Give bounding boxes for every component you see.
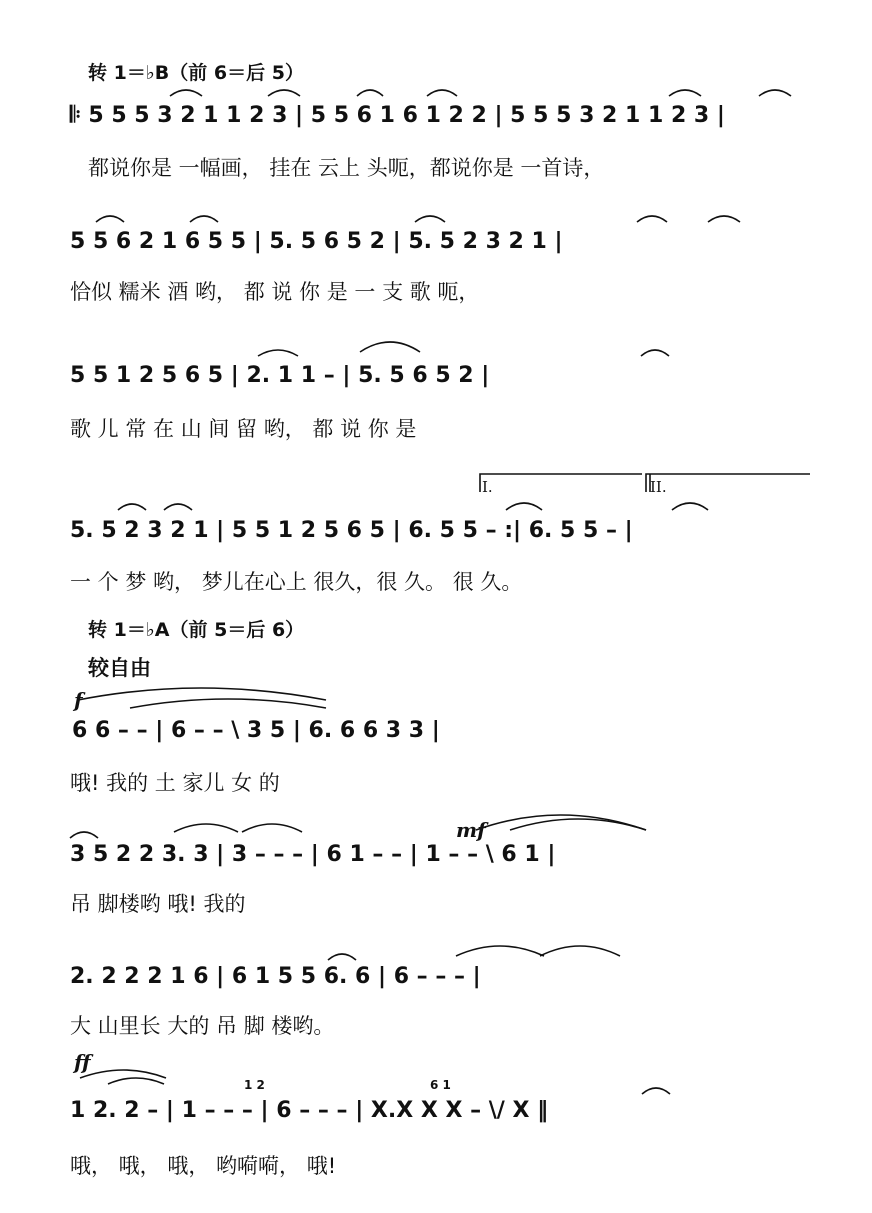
slur	[328, 954, 356, 960]
score-row-4: 5. 5 2 3 2 1 | 5 5 1 2 5 6 5 | 6. 5 5 – :| 6. 5 5 – |	[70, 518, 633, 543]
slur	[96, 216, 124, 222]
slur	[70, 832, 98, 838]
score-row-7: 2. 2 2 2 1 6 | 6 1 5 5 6. 6 | 6 – – – |	[70, 964, 481, 989]
lyrics-row-7: 大 山里长 大的 吊 脚 楼哟。	[70, 1014, 335, 1038]
slur	[456, 946, 544, 956]
lyrics-row-4: 一 个 梦 哟， 梦儿在心上 很久，很 久。 很 久。	[70, 570, 523, 594]
slur	[174, 824, 238, 832]
slur	[642, 1088, 670, 1094]
slur	[669, 90, 701, 96]
slur	[427, 90, 457, 96]
grace-note-1: 1 2	[244, 1078, 265, 1092]
key-change-1: 转 1＝♭B（前 6＝后 5）	[88, 62, 304, 84]
score-row-6: 3 5 2 2 3. 3 | 3 – – – | 6 1 – – | 1 – – \ 6 1 |	[70, 842, 556, 867]
dynamic-fortissimo: ff	[74, 1050, 91, 1074]
volta-2-label: II.	[650, 478, 667, 496]
slur	[118, 504, 146, 510]
score-row-8: 1 2. 2 – | 1 – – – | 6 – – – | X.X X X – \/ X ‖	[70, 1098, 549, 1123]
volta-1-bracket	[480, 474, 642, 492]
slur	[164, 504, 192, 510]
slur	[357, 90, 383, 96]
score-row-2: 5 5 6 2 1 6 5 5 | 5. 5 6 5 2 | 5. 5 2 3 2 1 |	[70, 229, 563, 254]
slur	[108, 1078, 164, 1084]
slur	[170, 90, 202, 96]
slur	[506, 503, 542, 510]
lyrics-row-8: 哦， 哦， 哦， 哟嗬嗬， 哦!	[70, 1154, 337, 1178]
slur	[540, 946, 620, 956]
lyrics-row-6: 吊 脚楼哟 哦! 我的	[70, 892, 246, 916]
lyrics-row-2: 恰似 糯米 酒 哟， 都 说 你 是 一 支 歌 呃，	[70, 280, 480, 304]
score-row-3: 5 5 1 2 5 6 5 | 2. 1 1 – | 5. 5 6 5 2 |	[70, 363, 490, 388]
lyrics-row-1: 都说你是 一幅画， 挂在 云上 头呃，都说你是 一首诗，	[88, 156, 605, 180]
key-change-2: 转 1＝♭A（前 5＝后 6）	[88, 619, 305, 641]
slur	[672, 503, 708, 510]
slur	[80, 1070, 166, 1078]
slur	[130, 699, 326, 708]
slur	[641, 350, 669, 356]
dynamic-forte: f	[74, 688, 83, 712]
grace-note-2: 6 1	[430, 1078, 451, 1092]
slur	[708, 216, 740, 222]
lyrics-row-5: 哦! 我的 土 家儿 女 的	[70, 771, 280, 795]
slur	[268, 90, 300, 96]
volta-1-label: I.	[482, 478, 493, 496]
slur	[415, 216, 445, 222]
slur	[476, 815, 646, 830]
score-row-1: 𝄆 5 5 5 3 2 1 1 2 3 | 5 5 6 1 6 1 2 2 | 5 5 5 3 2 1 1 2 3 |	[70, 103, 725, 128]
slur	[78, 688, 326, 700]
tempo-marking: 较自由	[88, 656, 151, 680]
slur	[258, 350, 298, 356]
slur	[242, 824, 302, 832]
score-row-5: 6 6 – – | 6 – – \ 3 5 | 6. 6 6 3 3 |	[72, 718, 440, 743]
slur	[759, 90, 791, 96]
slur	[637, 216, 667, 222]
dynamic-mezzo-forte: mf	[456, 818, 486, 842]
slur	[360, 342, 420, 352]
lyrics-row-3: 歌 儿 常 在 山 间 留 哟， 都 说 你 是	[70, 417, 417, 441]
slur	[190, 216, 218, 222]
volta-2-bracket	[646, 474, 810, 492]
